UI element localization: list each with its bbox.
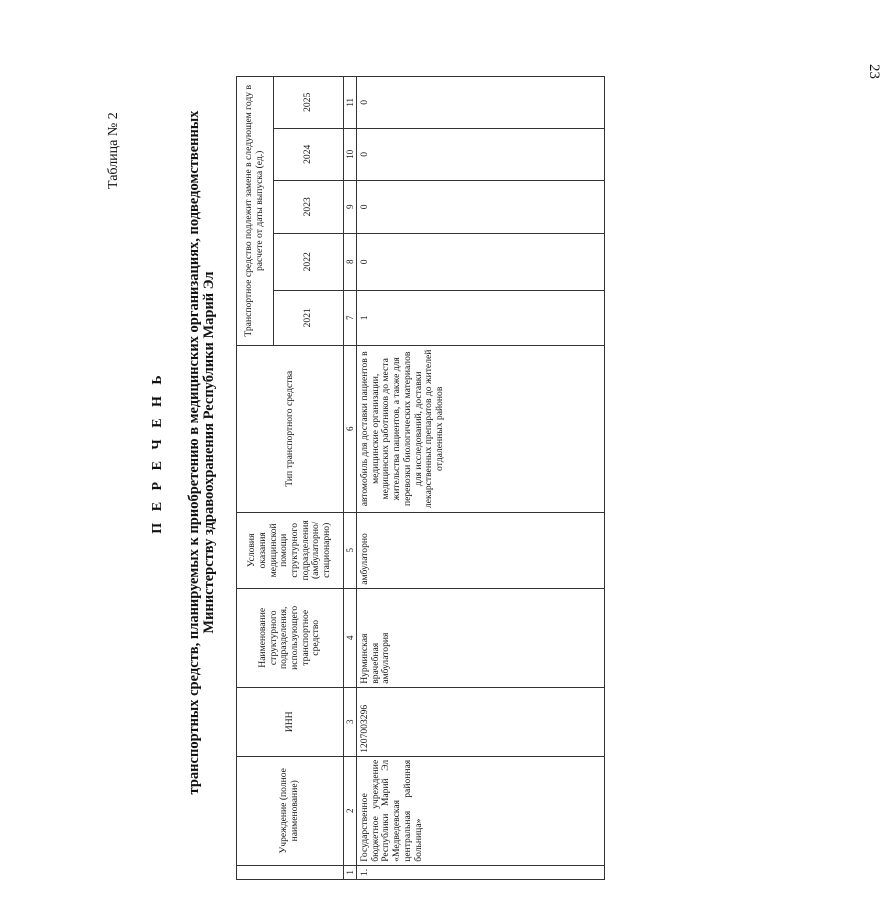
page-number: 23 <box>866 64 882 79</box>
column-number: 4 <box>344 588 357 687</box>
vehicles-table <box>236 76 605 880</box>
row-number: 1. <box>357 865 605 879</box>
column-number: 1 <box>344 865 357 879</box>
value-cell: 1 <box>357 290 605 345</box>
header-vehicle-type: Тип транспортного средства <box>237 345 344 512</box>
column-number: 2 <box>344 756 357 865</box>
table-row <box>357 76 605 879</box>
header-year: 2023 <box>274 180 344 233</box>
unit-name-cell: Нурминская врачебная амбулатория <box>357 588 605 687</box>
column-number: 8 <box>344 233 357 290</box>
header-institution: Учреждение (полное наименование) <box>237 756 344 865</box>
institution-cell: Государственное бюджетное учреждение Республики Марий Эл «Медведевская центральная районная больница» <box>357 756 605 865</box>
document-subtitle-line-1: транспортных средств, планируемых к приобретению в медицинских организациях, подведомственных <box>186 110 202 795</box>
table-label: Таблица № 2 <box>106 112 121 189</box>
header-care-conditions: Условия оказания медицинской помощи структурного подразделения (амбулаторно/ стационарно) <box>237 512 344 588</box>
document-subtitle-line-2: Министерству здравоохранения Республики Марий Эл <box>201 271 217 634</box>
header-year: 2021 <box>274 290 344 345</box>
value-cell: 0 <box>357 128 605 180</box>
header-unit-name: Наименование структурного подразделения, использующего транспортное средство <box>237 588 344 687</box>
header-year: 2025 <box>274 76 344 128</box>
column-number: 9 <box>344 180 357 233</box>
inn-cell: 1207003296 <box>357 687 605 756</box>
column-number: 10 <box>344 128 357 180</box>
header-num <box>237 865 344 879</box>
document-title: П Е Р Е Ч Е Н Ь <box>150 371 165 534</box>
value-cell: 0 <box>357 76 605 128</box>
care-conditions-cell: амбулаторно <box>357 512 605 588</box>
column-number: 5 <box>344 512 357 588</box>
column-number: 7 <box>344 290 357 345</box>
header-year: 2024 <box>274 128 344 180</box>
column-number: 3 <box>344 687 357 756</box>
value-cell: 0 <box>357 233 605 290</box>
header-inn: ИНН <box>237 687 344 756</box>
vehicle-type-cell: автомобиль для доставки пациентов в медицинские организации, медицинских работников до места жительства пациентов, а также для перевозки биологических материалов для исследований, доставки лекарственных препаратов до жителей отдаленных районов <box>357 345 605 512</box>
header-year: 2022 <box>274 233 344 290</box>
header-replacement-group: Транспортное средство подлежит замене в следующем году в расчете от даты выпуска (ед.) <box>237 76 274 345</box>
column-number: 11 <box>344 76 357 128</box>
column-number: 6 <box>344 345 357 512</box>
value-cell: 0 <box>357 180 605 233</box>
